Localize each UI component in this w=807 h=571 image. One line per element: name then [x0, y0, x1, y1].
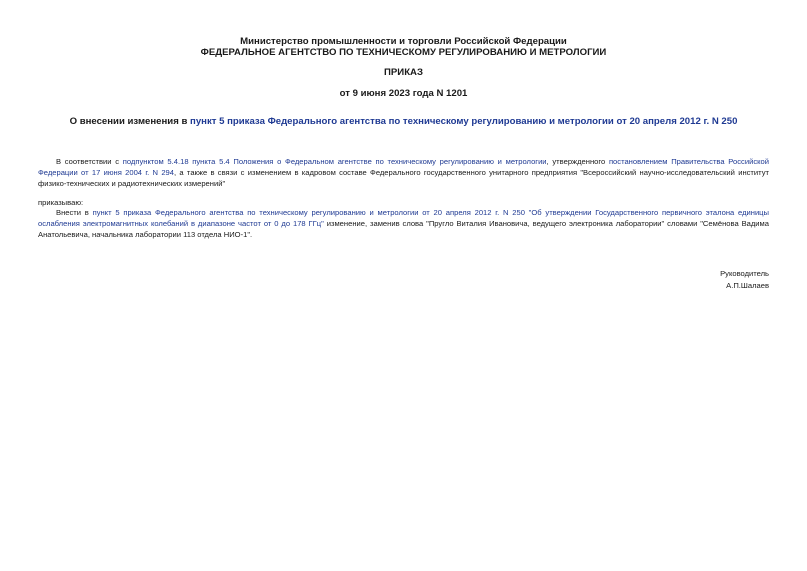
title-prefix: О внесении изменения в — [69, 116, 191, 127]
amended-order-link[interactable]: пункт 5 приказа Федерального агентства по техническому регулированию и метрологии от 20 апреля 2012 г. N 250 "Об утверждении Государственного первичного эталона единицы ослабления электромагнитных колебаний в диапазоне частот от 0 до 178 ГГц" — [38, 208, 769, 228]
preamble-text-3: , а также в связи с изменением в кадровом составе Федерального государственного унитарного предприятия "Всероссийский научно-исследовательский институт физико-технических и радиотехнических измерений" — [38, 168, 769, 188]
order-text-1: Внести в — [56, 208, 93, 217]
order-text-2: изменение, заменив слова "Пругло Виталия Ивановича, ведущего электроника лаборатории" словами "Семёнова Вадима Анатольевича, начальника лаборатории 113 отдела НИО-1". — [38, 219, 769, 239]
agency-name: ФЕДЕРАЛЬНОЕ АГЕНТСТВО ПО ТЕХНИЧЕСКОМУ РЕГУЛИРОВАНИЮ И МЕТРОЛОГИИ — [200, 47, 607, 58]
preamble-text-1: В соответствии с — [56, 157, 123, 166]
ministry-name: Министерство промышленности и торговли Российской Федерации — [240, 36, 567, 47]
signatory-name: А.П.Шалаев — [726, 281, 769, 290]
preamble-paragraph — [38, 156, 769, 189]
government-decree-link[interactable]: постановлением Правительства Российской Федерации от 17 июня 2004 г. N 294 — [38, 157, 770, 177]
regulation-link[interactable]: подпунктом 5.4.18 пункта 5.4 Положения о Федеральном агентстве по техническому регулированию и метрологии — [122, 157, 547, 166]
preamble-text-2: , утвержденного — [546, 157, 609, 166]
signatory-position: Руководитель — [720, 269, 769, 278]
order-word: приказываю: — [38, 198, 84, 207]
order-paragraph — [38, 207, 769, 240]
document-type: ПРИКАЗ — [384, 67, 423, 78]
title-order-link[interactable]: пункт 5 приказа Федерального агентства по техническому регулированию и метрологии от 20 апреля 2012 г. N 250 — [190, 116, 738, 127]
document-date-number: от 9 июня 2023 года N 1201 — [339, 88, 468, 99]
document-title — [0, 116, 807, 128]
